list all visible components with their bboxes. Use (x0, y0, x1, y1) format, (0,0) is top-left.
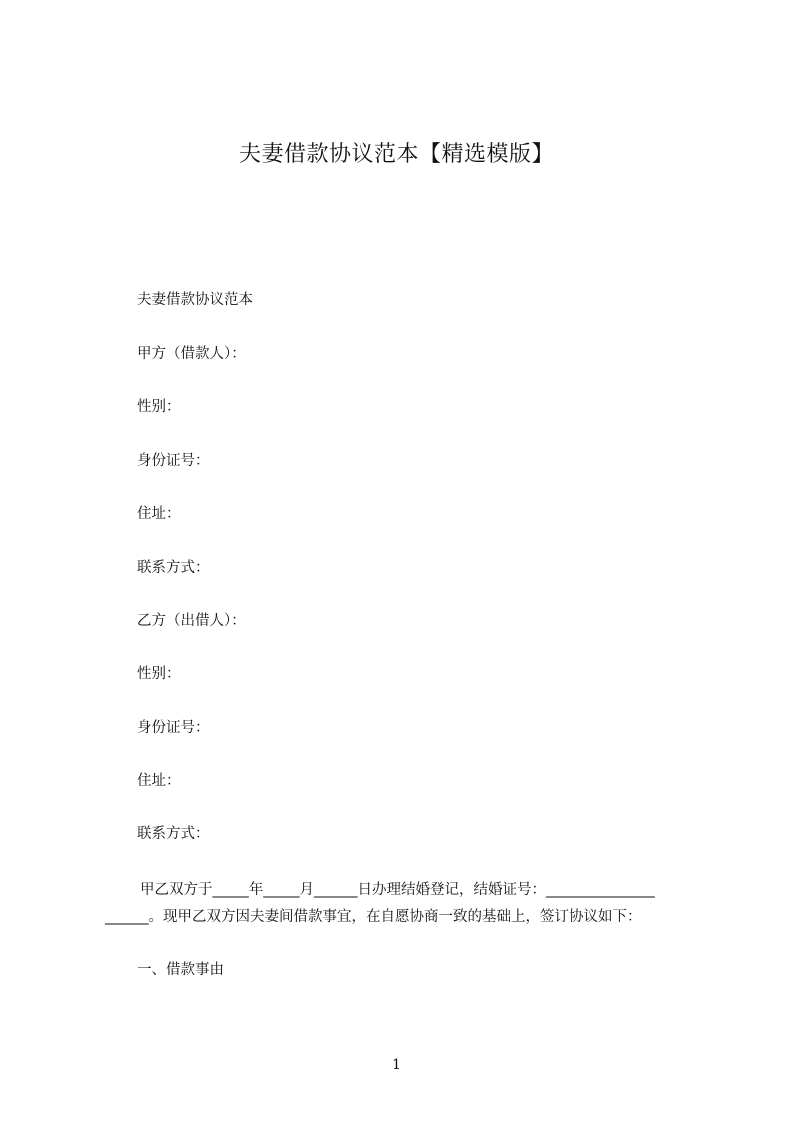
party-b-heading: 乙方（出借人）： (137, 613, 246, 629)
page-number: 1 (392, 1057, 401, 1073)
party-a-heading: 甲方（借款人）： (137, 346, 246, 362)
party-a-contact-field: 联系方式： (137, 560, 210, 576)
party-b-contact-field: 联系方式： (137, 826, 210, 842)
marriage-registration-paragraph (105, 877, 705, 931)
party-a-address-field: 住址： (137, 506, 181, 522)
party-b-id-field: 身份证号： (137, 720, 210, 736)
document-title: 夫妻借款协议范本【精选模版】 (238, 142, 554, 167)
section-heading: 一、借款事由 (137, 962, 224, 978)
party-a-id-field: 身份证号： (137, 453, 210, 469)
document-subtitle: 夫妻借款协议范本 (137, 292, 253, 308)
party-b-address-field: 住址： (137, 773, 181, 789)
party-a-gender-field: 性别： (137, 399, 181, 415)
paragraph-line-2: ______。现甲乙双方因夫妻间借款事宜，在自愿协商一致的基础上，签订协议如下： (105, 909, 642, 925)
party-b-gender-field: 性别： (137, 666, 181, 682)
paragraph-line-1: 甲乙双方于_____年_____月______日办理结婚登记，结婚证号：_______________ (140, 882, 655, 898)
